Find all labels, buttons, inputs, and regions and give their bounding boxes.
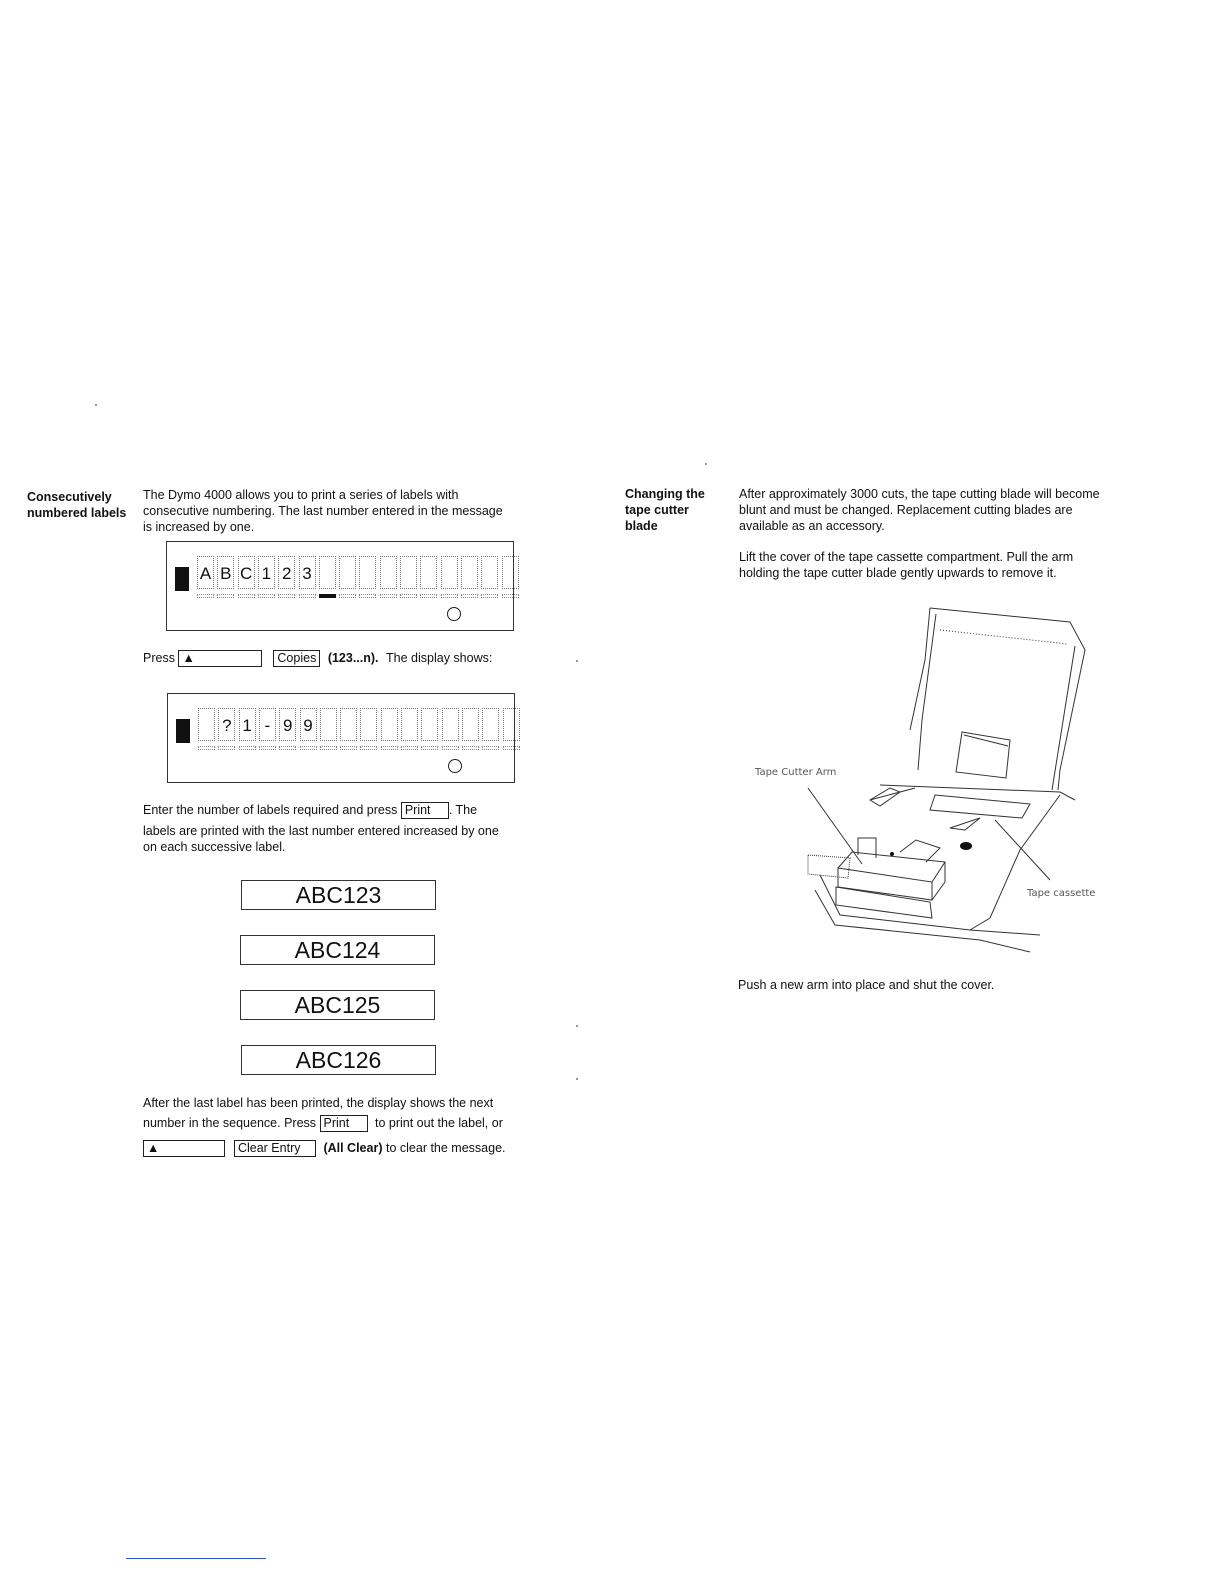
lcd-char-cell	[198, 708, 215, 741]
lcd-char-cell: 9	[279, 708, 296, 741]
lcd-underline	[299, 594, 316, 598]
cassette-pointer	[995, 820, 1050, 880]
lcd-cursor-block	[175, 567, 189, 591]
lcd-underline	[339, 594, 356, 598]
small-dot	[890, 852, 894, 856]
lcd-underline	[442, 746, 459, 750]
lcd-underline	[218, 746, 235, 750]
lcd-underline	[279, 746, 296, 750]
lcd-char-cell	[380, 556, 397, 589]
lcd-underline	[198, 746, 215, 750]
lcd-underline	[461, 594, 478, 598]
tape-cassette-label: Tape cassette	[1027, 888, 1096, 899]
copies-note: (123...n).	[327, 651, 379, 665]
lcd-underline	[278, 594, 295, 598]
intro-paragraph	[143, 487, 543, 535]
text-line: After approximately 3000 cuts, the tape cutting blade will become	[739, 487, 1100, 501]
press-instruction	[143, 650, 492, 667]
tape-strip	[808, 855, 850, 878]
lcd-char-cell: 1	[239, 708, 256, 741]
lcd-char-cell	[339, 556, 356, 589]
cutter-arm-side	[932, 862, 945, 900]
lcd-char-cell: 3	[299, 556, 316, 589]
lcd-char-cell	[482, 708, 499, 741]
text-line: holding the tape cutter blade gently upwards to remove it.	[739, 566, 1057, 580]
all-clear-note: (All Clear)	[323, 1141, 383, 1156]
lcd-underline	[239, 746, 256, 750]
press-word: Press	[143, 651, 175, 665]
text-line: available as an accessory.	[739, 519, 885, 533]
text-line: Lift the cover of the tape cassette compartment. Pull the arm	[739, 550, 1074, 564]
tape-cutter-arm-label: Tape Cutter Arm	[755, 767, 837, 778]
lcd-underline	[259, 746, 276, 750]
tape-cutter-figure	[740, 600, 1140, 970]
lcd-char-cell	[381, 708, 398, 741]
cutter-paragraph-3: Push a new arm into place and shut the cover.	[738, 978, 995, 992]
lcd-char-cell	[400, 556, 417, 589]
shift-key: ▲	[178, 650, 262, 667]
printed-label: ABC123	[241, 880, 436, 910]
lid-dots	[940, 630, 1068, 644]
print-key: Print	[320, 1115, 368, 1132]
lcd-underline	[400, 594, 417, 598]
scan-speck	[576, 660, 578, 662]
lcd-char-cell	[420, 556, 437, 589]
lid-side	[1052, 646, 1075, 790]
lcd-underline	[319, 594, 336, 598]
lcd-char-cell	[421, 708, 438, 741]
base-left	[870, 788, 915, 800]
lcd-underline	[380, 594, 397, 598]
cassette-spindle	[960, 842, 972, 850]
text-line: labels are printed with the last number entered increased by one	[143, 824, 499, 839]
lid-window	[956, 732, 1010, 778]
hinge	[870, 788, 900, 806]
after-second-line	[143, 1115, 563, 1132]
printed-label: ABC125	[240, 990, 435, 1020]
base-top-edge	[880, 785, 1075, 800]
text-segment: to print out the label, or	[375, 1116, 503, 1130]
heading-line: tape cutter	[625, 503, 689, 517]
section-heading-consecutive	[27, 489, 126, 521]
body-right	[970, 795, 1060, 930]
lcd-char-cell	[503, 708, 520, 741]
section-heading-cutter	[625, 486, 705, 534]
lcd-underline	[421, 746, 438, 750]
lid-edge	[910, 608, 930, 730]
lid-window-line	[964, 735, 1008, 746]
base-slot	[930, 795, 1030, 818]
lcd-underline	[340, 746, 357, 750]
printed-label: ABC124	[240, 935, 435, 965]
lcd-indicator-icon	[448, 759, 462, 773]
text-segment: to clear the message.	[385, 1141, 506, 1156]
lcd-underline	[441, 594, 458, 598]
shift-key: ▲	[143, 1140, 225, 1157]
lcd-display-abc123	[166, 541, 514, 631]
enter-paragraph	[143, 802, 543, 855]
text-line: is increased by one.	[143, 520, 255, 534]
cutter-arm-top	[838, 852, 945, 882]
print-key: Print	[401, 802, 449, 819]
lcd-char-cell	[320, 708, 337, 741]
arm-pointer	[808, 788, 862, 864]
text-line: consecutive numbering. The last number entered in the message	[143, 504, 503, 518]
lcd-underline	[238, 594, 255, 598]
lcd-char-cell	[401, 708, 418, 741]
lcd-char-cell	[360, 708, 377, 741]
lcd-indicator-icon	[447, 607, 461, 621]
enter-first-line	[143, 802, 543, 819]
lcd-char-cell: -	[259, 708, 276, 741]
base-arrow	[950, 818, 980, 830]
lcd-char-cell: ?	[218, 708, 235, 741]
copies-key: Copies	[273, 650, 320, 667]
lcd-underline	[420, 594, 437, 598]
lcd-underline	[217, 594, 234, 598]
cutter-arm-slot	[900, 840, 940, 862]
cutter-paragraph-2	[739, 549, 1169, 581]
text-segment: number in the sequence. Press	[143, 1116, 317, 1130]
scan-speck	[576, 1025, 578, 1027]
lcd-char-cell	[359, 556, 376, 589]
lcd-underline	[462, 746, 479, 750]
lcd-char-cell: B	[217, 556, 234, 589]
lcd-char-cell	[442, 708, 459, 741]
lcd-char-cell: 9	[300, 708, 317, 741]
lcd-underline	[197, 594, 214, 598]
heading-line: blade	[625, 519, 658, 533]
lcd-char-cell	[461, 556, 478, 589]
lcd-char-cell	[462, 708, 479, 741]
lcd-char-cell	[340, 708, 357, 741]
lcd-underline	[359, 594, 376, 598]
lcd-underline	[300, 746, 317, 750]
lcd-underline	[320, 746, 337, 750]
text-line: After the last label has been printed, the display shows the next	[143, 1096, 494, 1110]
scan-speck	[576, 1078, 578, 1080]
text-segment: Enter the number of labels required and press	[143, 803, 398, 817]
cutter-paragraph-1	[739, 486, 1169, 534]
heading-line: Consecutively	[27, 490, 112, 504]
text-line: The Dymo 4000 allows you to print a series of labels with	[143, 488, 459, 502]
lcd-char-cell	[441, 556, 458, 589]
lcd-cursor-block	[176, 719, 190, 743]
lcd-char-cell	[481, 556, 498, 589]
heading-line: Changing the	[625, 487, 705, 501]
lcd-char-cell: 2	[278, 556, 295, 589]
lcd-underline	[503, 746, 520, 750]
after-third-line	[143, 1140, 563, 1157]
display-shows-text: The display shows:	[386, 651, 493, 665]
printed-label: ABC126	[241, 1045, 436, 1075]
lcd-char-cell	[502, 556, 519, 589]
lcd-char-cell: C	[238, 556, 255, 589]
lcd-underline	[360, 746, 377, 750]
clear-entry-key: Clear Entry	[234, 1140, 316, 1157]
lcd-underline	[258, 594, 275, 598]
scan-speck	[95, 404, 97, 406]
lcd-char-cell: 1	[258, 556, 275, 589]
lcd-char-cell: A	[197, 556, 214, 589]
lcd-char-cell	[319, 556, 336, 589]
after-paragraph	[143, 1095, 563, 1157]
text-segment: . The	[448, 803, 478, 817]
lcd-display-copies	[167, 693, 515, 783]
scan-speck	[705, 463, 707, 465]
cutter-arm-base	[836, 887, 932, 918]
lcd-underline	[401, 746, 418, 750]
lcd-underline	[502, 594, 519, 598]
cutter-arm-post	[858, 838, 876, 858]
lcd-underline	[381, 746, 398, 750]
text-line: blunt and must be changed. Replacement cutting blades are	[739, 503, 1073, 517]
bottom-rule	[126, 1558, 266, 1559]
heading-line: numbered labels	[27, 506, 127, 520]
lcd-underline	[481, 594, 498, 598]
lcd-underline	[482, 746, 499, 750]
text-line: on each successive label.	[143, 840, 286, 855]
